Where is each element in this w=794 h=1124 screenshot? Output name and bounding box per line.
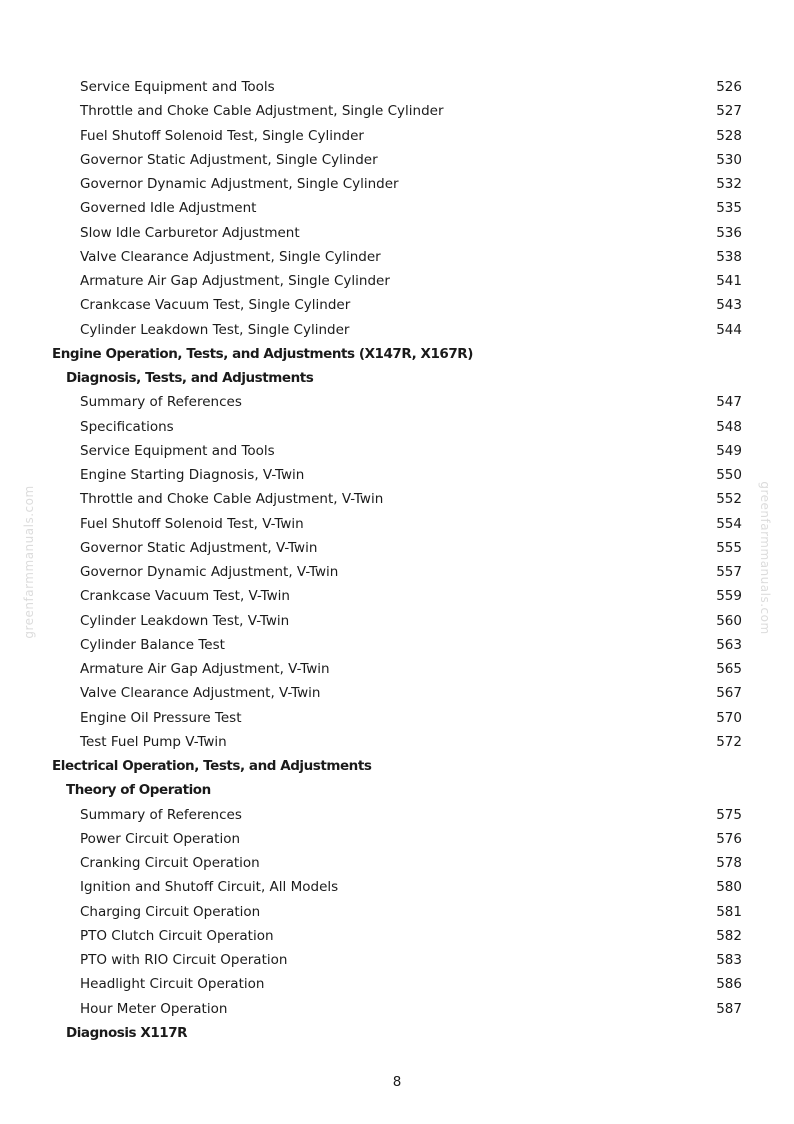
- toc-entry-title: Power Circuit Operation: [80, 830, 241, 847]
- toc-entry: [0, 633, 794, 657]
- toc-entry-page-number: 582: [716, 927, 742, 944]
- toc-entry: [0, 609, 794, 633]
- toc-entry-page-number: 559: [716, 588, 742, 605]
- toc-entry-page-number: 567: [716, 685, 742, 702]
- toc-entry-page-number: 576: [716, 830, 742, 847]
- toc-entry: [0, 560, 794, 584]
- toc-entry-title: Valve Clearance Adjustment, Single Cylinder: [80, 248, 381, 265]
- toc-entry-title: Throttle and Choke Cable Adjustment, Single Cylinder: [80, 103, 444, 120]
- toc-entry: [0, 390, 794, 414]
- toc-entry-title: Headlight Circuit Operation: [80, 976, 265, 993]
- toc-entry-page-number: 527: [716, 103, 742, 120]
- toc-entry-page-number: 526: [716, 79, 742, 95]
- toc-entry-title: Crankcase Vacuum Test, V-Twin: [80, 588, 290, 605]
- toc-entry-title: Summary of References: [80, 806, 242, 823]
- toc-entry-title: Governor Dynamic Adjustment, Single Cylinder: [80, 176, 399, 192]
- toc-entry: [0, 875, 794, 899]
- toc-entry: [0, 706, 794, 730]
- toc-entry: [0, 997, 794, 1021]
- toc-entry: [0, 972, 794, 996]
- toc-entry: [0, 318, 794, 342]
- toc-entry-page-number: 575: [716, 806, 742, 823]
- toc-entry-title: Service Equipment and Tools: [80, 79, 275, 95]
- toc-entry: [0, 269, 794, 293]
- toc-entry-page-number: 557: [716, 564, 742, 580]
- toc-entry-title: Crankcase Vacuum Test, Single Cylinder: [80, 297, 351, 314]
- toc-entry: [0, 148, 794, 172]
- toc-entry-page-number: 581: [716, 903, 742, 920]
- toc-entry-title: PTO Clutch Circuit Operation: [80, 927, 274, 944]
- toc-entry: [0, 681, 794, 705]
- toc-entry-title: Slow Idle Carburetor Adjustment: [80, 224, 300, 241]
- toc-entry-title: PTO with RIO Circuit Operation: [80, 952, 288, 968]
- toc-entry: [0, 196, 794, 220]
- toc-entry-title: Hour Meter Operation: [80, 1000, 228, 1017]
- toc-entry-page-number: 578: [716, 855, 742, 871]
- toc-entry-title: Test Fuel Pump V-Twin: [80, 733, 227, 750]
- toc-entry-title: Armature Air Gap Adjustment, Single Cylinder: [80, 273, 390, 289]
- toc-entry-title: Ignition and Shutoff Circuit, All Models: [80, 879, 339, 896]
- toc-entry: [0, 512, 794, 536]
- toc-entry: [0, 124, 794, 148]
- toc-entry-title: Theory of Operation: [66, 782, 211, 799]
- toc-entry: [0, 487, 794, 511]
- toc-entry-title: Diagnosis, Tests, and Adjustments: [66, 370, 314, 386]
- toc-entry: [0, 245, 794, 269]
- toc-entry: [0, 584, 794, 608]
- toc-entry-title: Electrical Operation, Tests, and Adjustments: [52, 758, 372, 774]
- toc-entry-title: Governor Static Adjustment, Single Cylinder: [80, 151, 378, 168]
- toc-entry-title: Service Equipment and Tools: [80, 442, 275, 459]
- toc-entry-page-number: 583: [716, 952, 742, 968]
- toc-entry: [0, 657, 794, 681]
- toc-entry: [0, 536, 794, 560]
- toc-entry: [0, 924, 794, 948]
- toc-entry-page-number: 587: [716, 1000, 742, 1017]
- toc-entry-page-number: 532: [716, 176, 742, 192]
- table-of-contents: [0, 75, 794, 1045]
- toc-entry-page-number: 548: [716, 418, 742, 435]
- toc-entry-page-number: 549: [716, 442, 742, 459]
- toc-entry: [0, 803, 794, 827]
- toc-entry-title: Cylinder Balance Test: [80, 636, 225, 653]
- toc-section-heading: [0, 754, 794, 778]
- toc-entry-page-number: 543: [716, 297, 742, 314]
- toc-entry: [0, 948, 794, 972]
- toc-entry-page-number: 541: [716, 273, 742, 289]
- toc-entry-title: Diagnosis X117R: [66, 1024, 188, 1041]
- toc-entry-page-number: 544: [716, 321, 742, 338]
- toc-entry-page-number: 530: [716, 151, 742, 168]
- toc-entry: [0, 99, 794, 123]
- toc-entry: [0, 900, 794, 924]
- toc-entry-title: Governed Idle Adjustment: [80, 200, 257, 217]
- toc-entry-page-number: 554: [716, 515, 742, 532]
- toc-entry-title: Cranking Circuit Operation: [80, 855, 260, 871]
- toc-entry-title: Fuel Shutoff Solenoid Test, V-Twin: [80, 515, 304, 532]
- toc-entry-page-number: 528: [716, 127, 742, 144]
- toc-entry-title: Summary of References: [80, 394, 242, 411]
- toc-entry-page-number: 547: [716, 394, 742, 411]
- toc-entry-page-number: 572: [716, 733, 742, 750]
- toc-entry: [0, 172, 794, 196]
- toc-subsection-heading: [0, 778, 794, 802]
- toc-entry-title: Armature Air Gap Adjustment, V-Twin: [80, 661, 330, 677]
- toc-entry-page-number: 580: [716, 879, 742, 896]
- toc-entry: [0, 730, 794, 754]
- toc-entry: [0, 75, 794, 99]
- toc-entry-page-number: 538: [716, 248, 742, 265]
- toc-entry-title: Valve Clearance Adjustment, V-Twin: [80, 685, 321, 702]
- toc-entry: [0, 439, 794, 463]
- toc-entry-title: Engine Starting Diagnosis, V-Twin: [80, 467, 305, 483]
- watermark-right: greenfarmmanuals.com: [758, 481, 772, 635]
- toc-entry-page-number: 550: [716, 467, 742, 483]
- toc-entry: [0, 221, 794, 245]
- toc-section-heading: [0, 342, 794, 366]
- toc-entry-page-number: 586: [716, 976, 742, 993]
- toc-entry-title: Throttle and Choke Cable Adjustment, V-Twin: [80, 491, 384, 508]
- toc-entry: [0, 827, 794, 851]
- toc-entry: [0, 415, 794, 439]
- toc-entry-title: Engine Operation, Tests, and Adjustments (X147R, X167R): [52, 345, 473, 362]
- page-number: 8: [392, 1074, 402, 1090]
- watermark-left: greenfarmmanuals.com: [22, 485, 36, 639]
- toc-entry: [0, 851, 794, 875]
- toc-subsection-heading: [0, 366, 794, 390]
- toc-entry-page-number: 563: [716, 636, 742, 653]
- toc-entry-title: Governor Static Adjustment, V-Twin: [80, 539, 318, 556]
- toc-subsection-heading: [0, 1021, 794, 1045]
- toc-entry-title: Cylinder Leakdown Test, V-Twin: [80, 612, 290, 629]
- toc-entry-title: Specifications: [80, 418, 174, 435]
- toc-entry-title: Fuel Shutoff Solenoid Test, Single Cylinder: [80, 127, 364, 144]
- toc-entry-title: Charging Circuit Operation: [80, 903, 261, 920]
- toc-entry-page-number: 560: [716, 612, 742, 629]
- toc-entry-title: Engine Oil Pressure Test: [80, 709, 242, 726]
- toc-entry-page-number: 535: [716, 200, 742, 217]
- toc-entry-page-number: 536: [716, 224, 742, 241]
- toc-entry-title: Governor Dynamic Adjustment, V-Twin: [80, 564, 339, 580]
- toc-entry-title: Cylinder Leakdown Test, Single Cylinder: [80, 321, 350, 338]
- toc-entry-page-number: 552: [716, 491, 742, 508]
- toc-entry-page-number: 565: [716, 661, 742, 677]
- toc-entry: [0, 463, 794, 487]
- toc-entry-page-number: 570: [716, 709, 742, 726]
- toc-entry: [0, 293, 794, 317]
- toc-entry-page-number: 555: [716, 539, 742, 556]
